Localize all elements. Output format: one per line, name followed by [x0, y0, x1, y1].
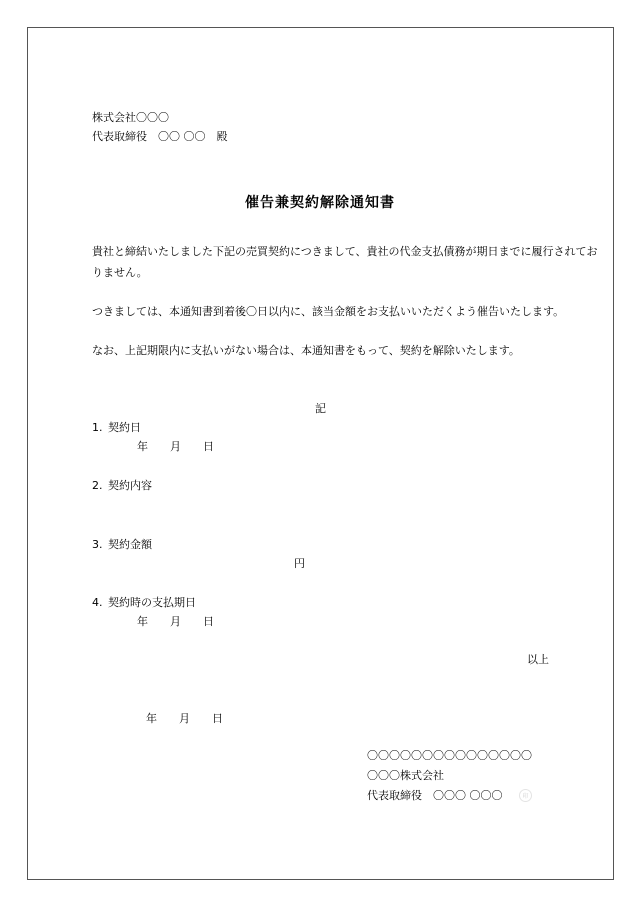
item-1-label: 契約日	[108, 421, 141, 434]
sender-company: 〇〇〇株式会社	[367, 769, 444, 782]
item-4-number: 4.	[92, 596, 103, 609]
document-title: 催告兼契約解除通知書	[245, 195, 395, 211]
item-4-value: 年 月 日	[137, 615, 214, 628]
sender-representative: 代表取締役 〇〇〇 〇〇〇	[367, 789, 503, 802]
ki-heading: 記	[315, 402, 326, 415]
recipient-company: 株式会社〇〇〇	[92, 111, 169, 124]
item-3-value: 円	[294, 557, 305, 570]
body-paragraph-1-line-2: りません。	[92, 266, 148, 279]
item-2-number: 2.	[92, 479, 103, 492]
document-date: 年 月 日	[146, 712, 223, 725]
ijou-closing: 以上	[527, 653, 549, 666]
item-3-label: 契約金額	[108, 538, 152, 551]
body-paragraph-1-line-1: 貴社と締結いたしました下記の売買契約につきまして、貴社の代金支払債務が期日までに履行されてお	[92, 245, 598, 258]
item-2-label: 契約内容	[108, 479, 152, 492]
seal-stamp: 印	[519, 789, 532, 802]
sender-address: 〇〇〇〇〇〇〇〇〇〇〇〇〇〇〇	[367, 749, 532, 762]
item-1-number: 1.	[92, 421, 103, 434]
recipient-representative: 代表取締役 〇〇 〇〇 殿	[92, 130, 228, 143]
item-4-label: 契約時の支払期日	[108, 596, 196, 609]
body-paragraph-3: なお、上記期限内に支払いがない場合は、本通知書をもって、契約を解除いたします。	[92, 344, 520, 357]
item-3-number: 3.	[92, 538, 103, 551]
item-1-value: 年 月 日	[137, 440, 214, 453]
body-paragraph-2: つきましては、本通知書到着後〇日以内に、該当金額をお支払いいただくよう催告いたします。	[92, 305, 565, 318]
